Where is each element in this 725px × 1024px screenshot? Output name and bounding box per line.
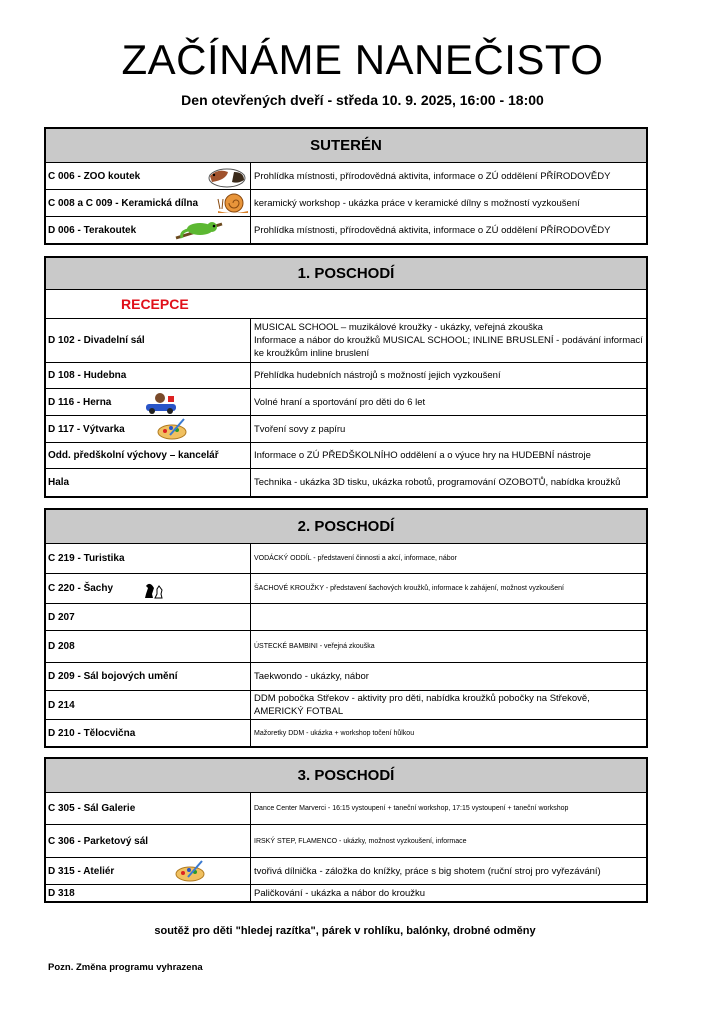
description-cell: Volné hraní a sportování pro děti do 6 let [254,396,426,408]
room-label: Hala [48,477,70,488]
room-label: D 214 [48,699,75,711]
room-label: C 006 - ZOO koutek [48,170,141,182]
description-cell [251,604,646,630]
room-label: D 318 [48,887,75,899]
room-cell [46,825,251,857]
guinea-pig-icon [206,164,248,188]
section-heading: 2. POSCHODÍ [46,510,646,544]
room-label: C 306 - Parketový sál [48,835,149,847]
table-row [46,604,646,631]
section-2-poschodi [44,508,648,748]
room-label: C 305 - Sál Galerie [48,803,136,814]
room-label: D 108 - Hudebna [48,370,127,381]
table-row [46,469,646,496]
room-cell [46,574,251,603]
description-cell [251,319,646,362]
description-cell: Paličkování - ukázka a nábor do kroužku [254,887,426,899]
room-label: D 315 - Ateliér [48,865,115,877]
description-line: AMERICKÝ FOTBAL [254,706,344,717]
room-cell [46,663,251,690]
room-label: D 208 [48,641,75,652]
room-label: D 102 - Divadelní sál [48,335,145,346]
table-row [46,720,646,746]
description-line: MUSICAL SCHOOL – muzikálové kroužky - ukázky, veřejná zkouška [254,322,543,333]
page-subtitle: Den otevřených dveří - středa 10. 9. 2025, 16:00 - 18:00 [181,92,544,108]
room-cell [46,469,251,496]
footer-note: soutěž pro děti "hledej razítka", párek v rohlíku, balónky, drobné odměny [154,925,536,937]
room-label: C 008 a C 009 - Keramická dílna [48,197,199,209]
room-cell [46,389,251,415]
table-row [46,163,646,190]
table-row [46,319,646,363]
description-line: Informace a nábor do kroužků MUSICAL SCHOOL; INLINE BRUSLENÍ - podávání informací [254,335,643,346]
room-cell [46,858,251,884]
description-cell: Taekwondo - ukázky, nábor [254,671,369,682]
section-3-poschodi [44,757,648,903]
room-cell [46,544,251,573]
table-row [46,885,646,901]
chess-icon [142,578,164,600]
palette-icon [174,859,206,883]
palette-icon [156,417,188,441]
room-cell [46,163,251,189]
room-cell [46,720,251,746]
recepce-label: RECEPCE [46,290,646,319]
description-cell: Dance Center Marverci - 16:15 vystoupení + taneční workshop, 17:15 vystoupení + taneční workshop [254,805,569,812]
table-row [46,416,646,443]
room-label: D 006 - Terakoutek [48,224,137,236]
room-cell [46,604,251,630]
table-row [46,691,646,720]
description-cell [251,691,646,719]
description-cell: Technika - ukázka 3D tisku, ukázka robotů, programování OZOBOTŮ, nabídka kroužků [254,477,621,488]
description-cell: Tvoření sovy z papíru [254,423,346,435]
table-row [46,631,646,663]
table-row [46,825,646,858]
room-label: C 220 - Šachy [48,583,114,594]
table-row [46,663,646,691]
description-cell: ŠACHOVÉ KROUŽKY - představení šachových kroužků, informace k zahájení, možnost vyzkoušení [254,585,564,592]
room-label: D 117 - Výtvarka [48,423,125,435]
snail-icon [216,191,250,215]
room-cell [46,319,251,362]
room-label: D 210 - Tělocvična [48,727,136,739]
table-row [46,217,646,243]
section-1-poschodi [44,256,648,498]
table-row [46,574,646,604]
section-heading: SUTERÉN [46,129,646,163]
table-row [46,190,646,217]
room-cell [46,416,251,442]
room-label: C 219 - Turistika [48,553,125,564]
room-label: D 209 - Sál bojových umění [48,671,178,682]
table-row [46,793,646,825]
table-row [46,858,646,885]
description-line: DDM pobočka Střekov - aktivity pro děti, nabídka kroužků pobočky na Střekově, [254,693,590,704]
room-label: D 116 - Herna [48,396,112,408]
description-cell: tvořivá dílnička - záložka do knížky, práce s big shotem (ruční stroj pro vyřezávání) [254,865,601,877]
description-cell: Informace o ZÚ PŘEDŠKOLNÍHO oddělení a o výuce hry na HUDEBNÍ nástroje [254,450,591,461]
room-cell [46,217,251,243]
table-row [46,443,646,469]
room-cell [46,190,251,216]
room-cell [46,363,251,388]
section-heading: 1. POSCHODÍ [46,258,646,290]
section-heading: 3. POSCHODÍ [46,759,646,793]
room-label: D 207 [48,611,75,623]
toys-icon [144,390,178,414]
description-cell: Prohlídka místnosti, přírodovědná aktivita, informace o ZÚ oddělení PŘÍRODOVĚDY [254,170,611,182]
room-cell [46,691,251,719]
description-cell: Přehlídka hudebních nástrojů s možností jejich vyzkoušení [254,370,501,381]
room-cell [46,793,251,824]
room-cell [46,443,251,468]
description-cell: ÚSTECKÉ BAMBINI - veřejná zkouška [254,643,375,650]
footer-disclaimer: Pozn. Změna programu vyhrazena [48,962,203,973]
section-suteren [44,127,648,245]
description-cell: keramický workshop - ukázka práce v keramické dílny s možností vyzkoušení [254,197,580,209]
room-label: Odd. předškolní výchovy – kancelář [48,450,219,461]
description-cell: Mažoretky DDM - ukázka + workshop točení hůlkou [254,729,415,737]
page-title: ZAČÍNÁME NANEČISTO [121,36,604,83]
room-cell [46,885,251,901]
table-row [46,363,646,389]
room-cell [46,631,251,662]
description-cell: Prohlídka místnosti, přírodovědná aktivita, informace o ZÚ oddělení PŘÍRODOVĚDY [254,224,611,236]
table-row [46,544,646,574]
description-line: ke kroužkům inline bruslení [254,348,370,359]
description-cell: IRSKÝ STEP, FLAMENCO - ukázky, možnost vyzkoušení, informace [254,837,467,845]
description-cell: VODÁCKÝ ODDÍL - představení činnosti a akcí, informace, nábor [254,555,457,562]
table-row [46,389,646,416]
chameleon-icon [174,218,224,242]
